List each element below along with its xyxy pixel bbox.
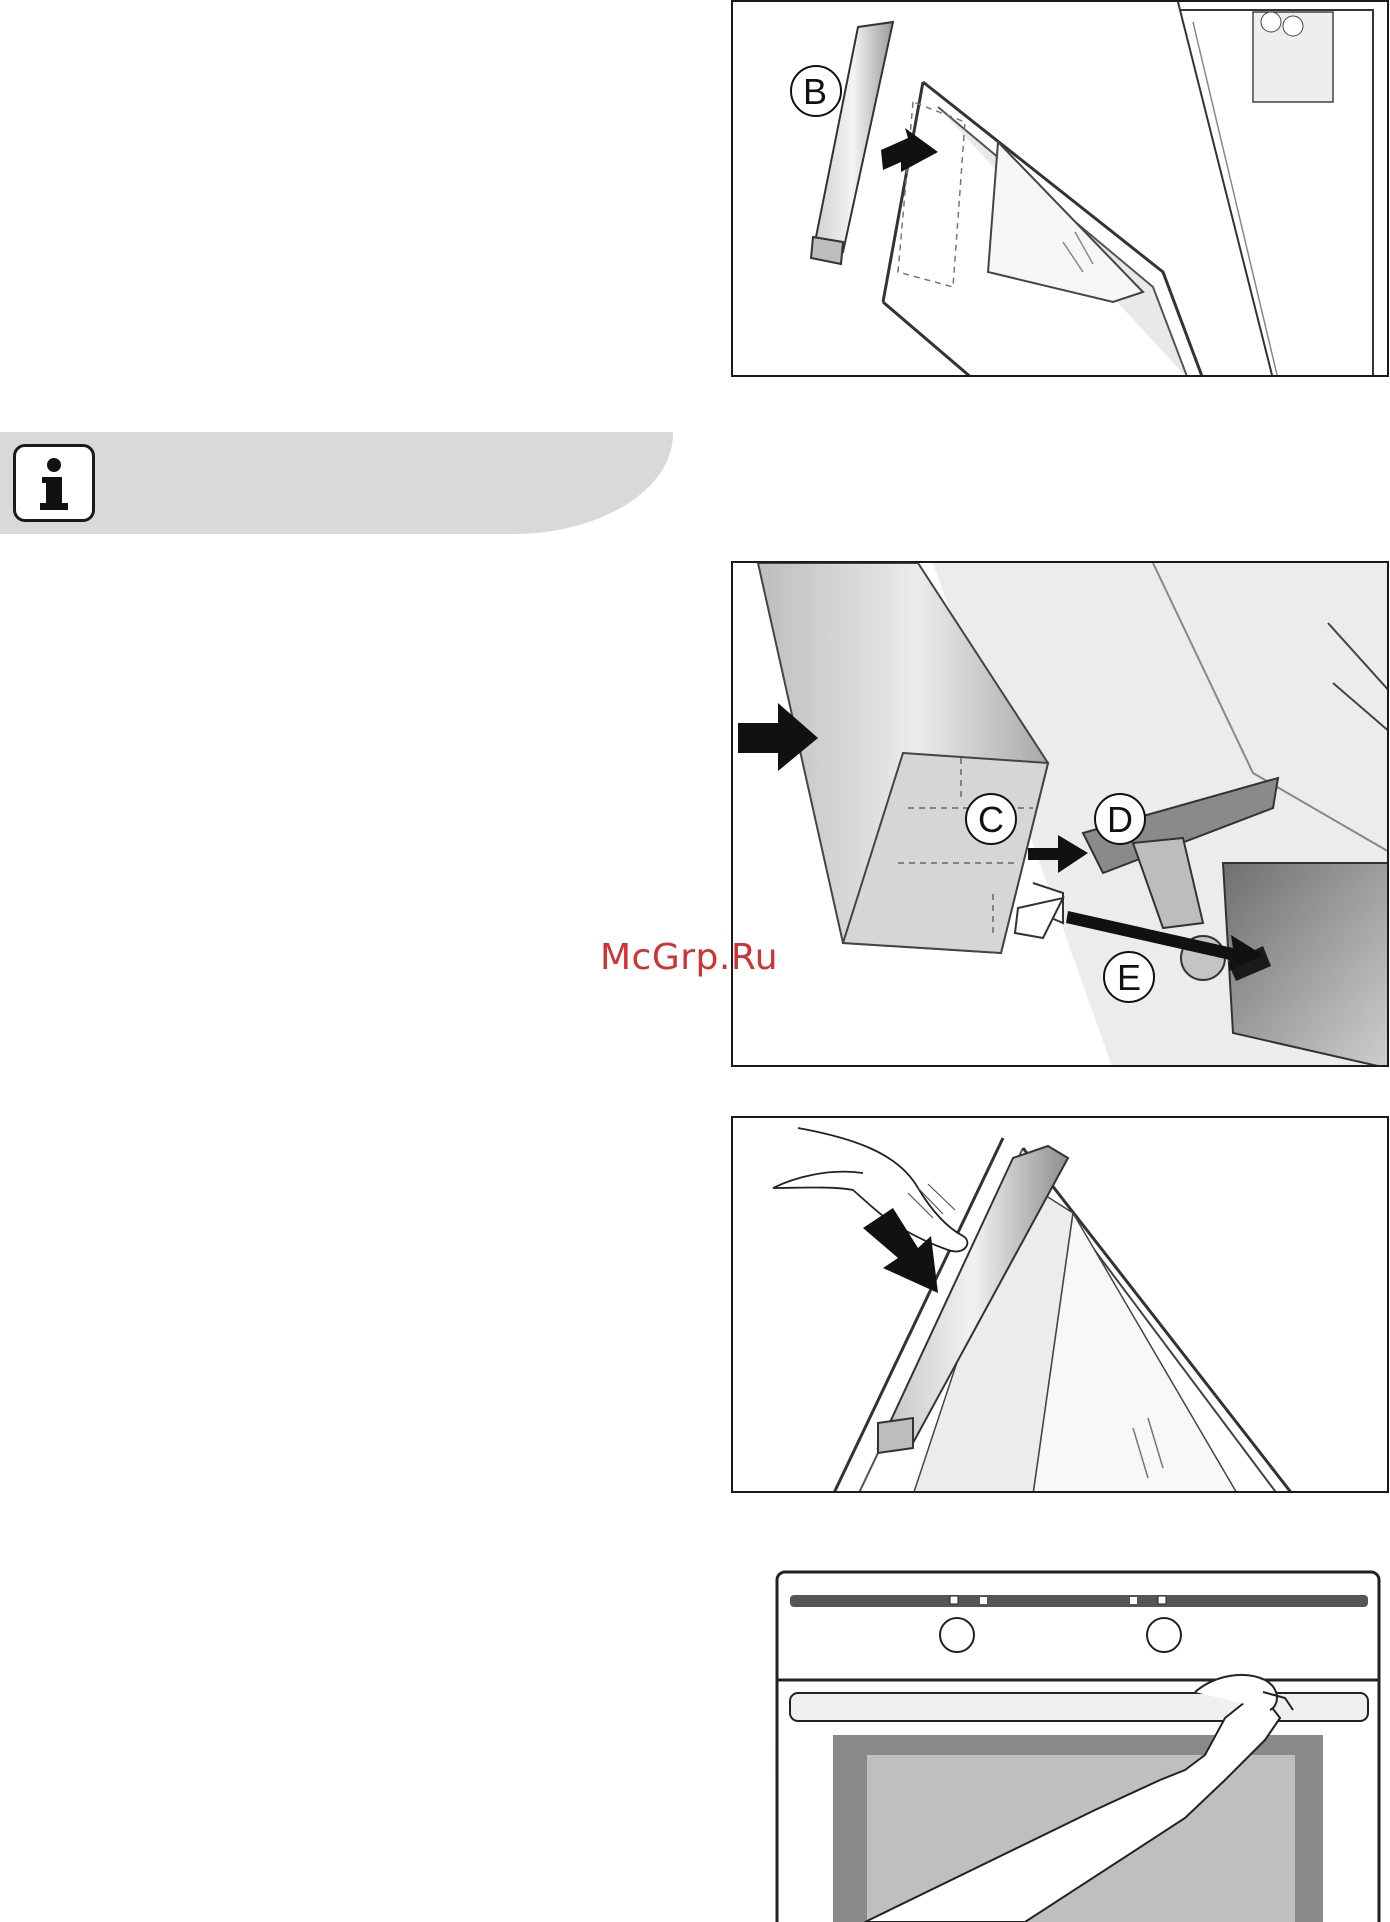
info-note-bar [0,432,673,534]
figure-oven-front [775,1570,1382,1922]
clip-detail-illustration [733,563,1389,1067]
callout-b-label: B [803,71,828,112]
callout-d-label: D [1107,799,1133,840]
handle-door-illustration [733,2,1389,377]
callout-c-label: C [978,799,1004,840]
info-icon [13,444,95,522]
watermark: McGrp.Ru [600,937,779,978]
callout-e-label: E [1117,957,1142,998]
figure-handle-clips [731,561,1389,1067]
oven-front-illustration [775,1570,1382,1922]
figure-remove-handle [731,0,1389,377]
figure-press-handle [731,1116,1389,1493]
hand-press-illustration [733,1118,1389,1493]
